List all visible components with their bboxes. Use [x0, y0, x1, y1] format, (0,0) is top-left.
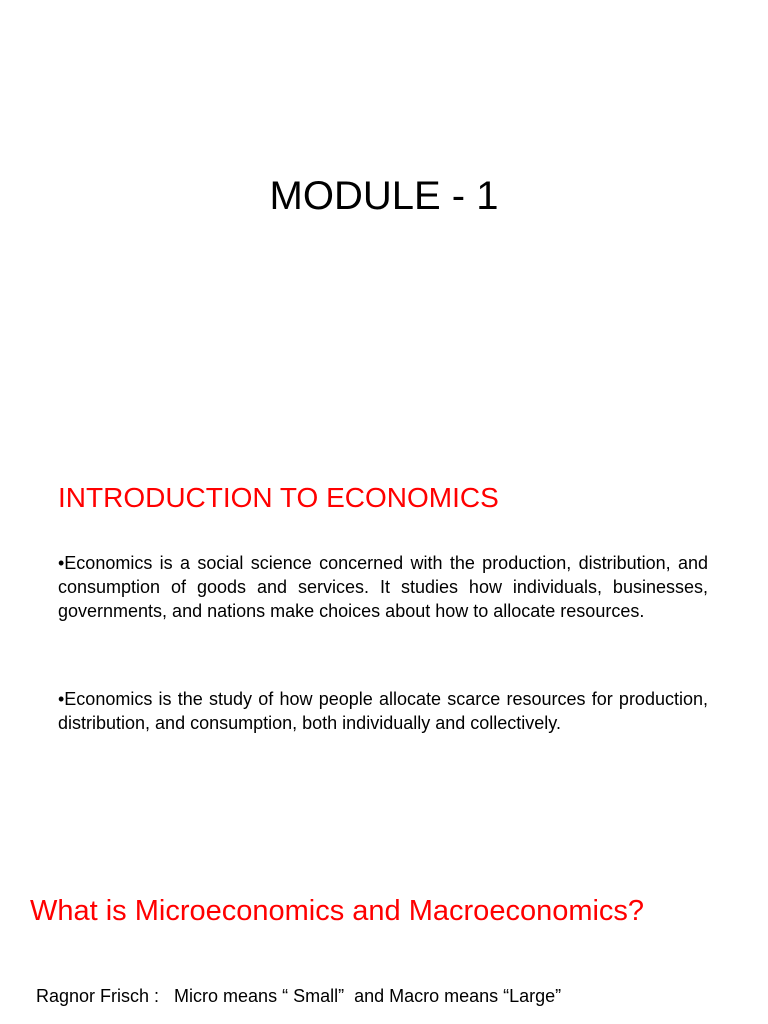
module-title: MODULE - 1	[269, 174, 499, 218]
intro-paragraph-1: •Economics is a social science concerned with the production, distribution, and consumption of goods and services. It studies how individuals, businesses, governments, and nations make choices about how to allocate resources.	[58, 553, 708, 622]
intro-paragraph-2: •Economics is the study of how people allocate scarce resources for production, distribution, and consumption, both individually and collectively.	[58, 689, 708, 734]
intro-heading: INTRODUCTION TO ECONOMICS	[58, 482, 499, 513]
micro-macro-heading: What is Microeconomics and Macroeconomics?	[30, 895, 645, 927]
frisch-definition: Ragnor Frisch : Micro means “ Small” and Macro means “Large”	[36, 986, 562, 1006]
